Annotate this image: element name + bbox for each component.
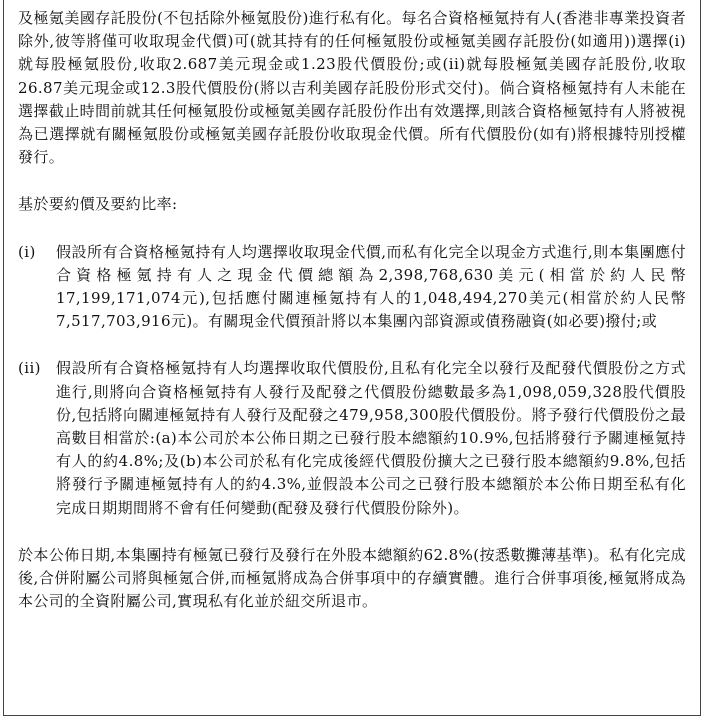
- list-item-text: 假設所有合資格極氪持有人均選擇收取代價股份,且私有化完全以發行及配發代價股份之方式進行,則將向合資格極氪持有人發行及配發之代價股份總數最多為1,098,059,328股代價股份,包括將向關連極氪持有人發行及配發之479,958,300股代價股份。將予發行代價股份之最高數目相當於:(a)本公司於本公佈日期之已發行股本總額約10.9%,包括將發行予關連極氪持有人的約4.8%;及(b)本公司於私有化完成後經代價股份擴大之已發行股本總額約9.8%,包括將發行予關連極氪持有人的約4.3%,並假設本公司之已發行股本總額於本公佈日期至私有化完成日期期間將不會有任何變動(配發及發行代價股份除外)。: [56, 359, 686, 517]
- list-item-marker: (i): [18, 242, 36, 261]
- intro-paragraph: 及極氪美國存託股份(不包括除外極氪股份)進行私有化。每名合資格極氪持有人(香港非專業投資者除外,彼等將僅可收取現金代價)可(就其持有的任何極氪股份或極氪美國存託股份(如適用))選擇(i)就每股極氪股份,收取2.687美元現金或1.23股代價股份;或(ii)就每股極氪美國存託股份,收取26.87美元現金或12.3股代價股份(將以吉利美國存託股份形式交付)。倘合資格極氪持有人未能在選擇截止時間前就其任何極氪股份或極氪美國存託股份作出有效選擇,則該合資格極氪持有人將被視為已選擇就有關極氪股份或極氪美國存託股份收取現金代價。所有代價股份(如有)將根據特別授權發行。: [18, 9, 686, 167]
- document-body: [18, 7, 686, 613]
- list-item-text: 假設所有合資格極氪持有人均選擇收取現金代價,而私有化完全以現金方式進行,則本集團應付合資格極氪持有人之現金代價總額為2,398,768,630美元(相當於約人民幣17,199,171,074元),包括應付關連極氪持有人的1,048,494,270美元(相當於約人民幣7,517,703,916元)。有關現金代價預計將以本集團內部資源或債務融資(如必要)撥付;或: [56, 242, 686, 331]
- basis-heading: 基於要約價及要約比率:: [18, 195, 178, 214]
- list-item: [18, 357, 686, 519]
- list-item-marker: (ii): [18, 359, 41, 378]
- closing-paragraph: 於本公佈日期,本集團持有極氪已發行及發行在外股本總額約62.8%(按悉數攤薄基準)。私有化完成後,合併附屬公司將與極氪合併,而極氪將成為合併事項中的存續實體。進行合併事項後,極氪將成為本公司的全資附屬公司,實現私有化並於紐交所退市。: [18, 545, 686, 611]
- list-item: [18, 241, 686, 334]
